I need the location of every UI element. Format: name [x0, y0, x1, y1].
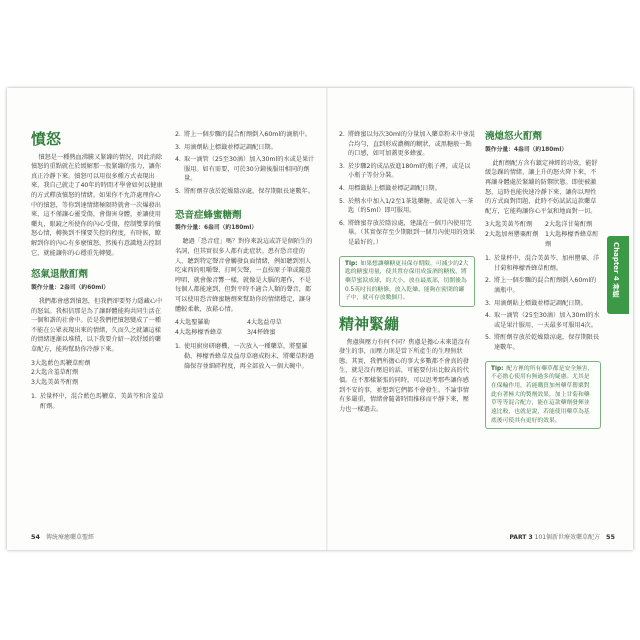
- tip-text: 如果想讓藥糖更具保存期限，可減少約2大匙的糖蜜用量，使其置存保用成蛋酒的糖板，將藥草蜜淚成球，約大小，放在最底部，切開後為0.5英吋長的糖條，放入乾燥、能夠在密閉的罐子中，就可存放數個月。: [345, 260, 469, 302]
- recipe-yield: 製作分量：4盎司（約180ml）: [485, 146, 568, 153]
- left-column-2: [175, 130, 315, 374]
- ingredient-item: 4大匙檸檬香蜂草: [175, 328, 223, 336]
- step-item: 1. 於量杯中，混合藍色馬鞭草、美黃芩和含羞草酊劑。: [31, 393, 164, 410]
- ingredient-item: 3大匙美黃芩酊劑: [485, 221, 533, 229]
- chapter-tab: [607, 236, 629, 314]
- tip-box: [485, 361, 601, 430]
- left-column-1: [31, 130, 167, 415]
- page-number: 54: [31, 533, 41, 541]
- right-column-2: [485, 130, 601, 433]
- recipe-description: 我們都會感到憤怒，但我們卻要努力隱藏心中的怒氣。我相信那是為了讓群體能夠共同生活在一個和諧的社會中。於是我們把憤怒變成了一種不能在公眾表現出來的情緒，久而久之就讓這樣的情緒逐漸以堆積，以下我要介紹一款舒緩的藥草配方，能夠幫助你冷靜下來。: [31, 297, 163, 353]
- chapter-tab-label: Chapter 4 神經: [612, 242, 620, 298]
- step-item: 5. 將酊劑存放於乾燥陰涼處，保存期限長達數年。: [175, 188, 314, 196]
- recipe-description: 聽過「恐音症」嗎？對你來說這或許是個陌生的名詞，但其實很多人都有此症狀。患有恐音症的人，聽到特定聲音會觸發負面情緒，例如聽到別人吃東西的咀嚼聲、打呵欠聲，一直按原子筆或隨意哼唱，就會像音響一樣，就像是大腦的運作，不是每個人都能達到，但對平時不適合人類的聲音，都可以使用恐音蜂蜜糖劑來幫助你的情緒穩定，讓身體較柔軟，放鬆心情。: [175, 238, 313, 313]
- ingredient-item: 3大匙藍色馬鞭草酊劑: [31, 359, 91, 367]
- step-item: 4. 取一滴管（25至30滴）加入30ml的水或是果汁服用。如有需要，可於30分鐘後服用相同的劑量。: [175, 156, 315, 183]
- step-item: 1. 於量杯中，混合美黃芩、加州罌粟、洋甘菊和檸檬香蜂草酊劑。: [485, 255, 600, 272]
- step-list: [175, 130, 315, 197]
- step-item: 2. 將蜂蜜以每次30ml的分量加入藥草粉末中並混合均勻，直到形成濃稠的糊狀，或黑糖般一點的口感，如可加蓋更多蜂蜜。: [339, 131, 475, 158]
- recipe-yield: 製作分量：6盎司（約180ml）: [175, 225, 258, 232]
- recipe-title: 怒氣退散酊劑: [31, 269, 89, 281]
- step-item: 3. 用滴劑貼上標籤並標記調配日期。: [485, 299, 587, 307]
- left-page-footer: [31, 532, 94, 541]
- ingredient-item: 3/4杯蜂蜜: [247, 328, 276, 336]
- section-body: 焦慮與壓力有何不同？焦慮是擔心未來還沒有發生的事，而壓力則是當下所產生的生理無狀態。其實，我們所擔心的事大多數都不會真的發生，就是沒有壓迫的話，可能要付出比較高的代價。在不那樣緊張的同時，可以思考那些讓你感到不安的事，並想到它們都不會發生。不論事情有多嚴重，情緒會隨著時間推移而平靜下來，壓力也一樣過去。: [339, 338, 471, 413]
- ingredient-list: [485, 220, 601, 249]
- tip-box: [339, 256, 475, 307]
- step-item: 3. 於步驟2的成品放進180ml的瓶子裡，或是以小瓶子等份分裝。: [339, 162, 471, 180]
- ingredient-list: [175, 318, 315, 337]
- ingredient-item: 3大匙美黃芩酊劑: [31, 378, 79, 386]
- step-item: 4. 用標籤貼上標籤並標記調配日期。: [339, 185, 441, 193]
- step-item: 2. 將上一個步驟的混合酊劑倒入60ml的滴瓶中。: [485, 277, 597, 295]
- ingredient-item: 2大匙洋甘菊酊劑: [545, 221, 593, 229]
- step-item: 5. 將酊劑存放於乾燥陰涼處，保存期限長達數年。: [485, 334, 600, 352]
- part-label: PART 3: [509, 534, 533, 541]
- tip-text: 配方裡的所有藥草都是安全無害，不必擔心使用有無過多的疑慮。尤其是在保輸作用，若能購買加州藥草罌粟對此有著極大的製劑效果，加上甘菊和藥草等等混合配方，能在這款藥劑發揮並遠比較，也就是說，若能使用藥草為基底後可使其有更好的效果。: [491, 365, 594, 424]
- step-list: [339, 130, 475, 248]
- ingredient-item: 4大匙聖羅勒: [175, 319, 210, 327]
- right-column-1: [339, 130, 475, 419]
- section-title-tension: 精神緊繃: [339, 315, 400, 334]
- ingredient-item: 2大匙加州罌粟酊劑: [485, 230, 539, 238]
- tip-label: Tip:: [491, 365, 504, 372]
- right-page-footer: [509, 532, 615, 541]
- book-title: 傳統療癒藥草聖經: [45, 534, 94, 541]
- step-item: 3. 用滴劑貼上標籤並標記調配日期。: [175, 143, 277, 151]
- step-item: 4. 取一滴管（25至30滴）加入30ml的水或是果汁服用，一天最多可服用4次。: [485, 312, 600, 329]
- book-spread: [7, 88, 633, 550]
- step-list: [485, 254, 601, 352]
- ingredient-item: 1大匙檸檬香蜂草酊劑: [545, 230, 599, 248]
- book-gutter: [326, 88, 328, 550]
- ingredient-list: [31, 359, 167, 388]
- step-item: 2. 將上一個步驟的混合酊劑倒入60ml的滴瓶中。: [175, 131, 311, 138]
- section-title-anger: 憤怒: [31, 130, 62, 148]
- step-item: 5. 於熱水中加入1/2至1茶匙藥糖，或是加入一茶匙（約5ml）即可服用。: [339, 197, 474, 215]
- step-list: [175, 342, 315, 371]
- tip-label: Tip:: [345, 260, 358, 267]
- step-list: [31, 392, 167, 411]
- book-subtitle: 101個新世療效藥草配方: [534, 534, 601, 541]
- recipe-title: 澆熄怒火酊劑: [485, 131, 543, 142]
- section-intro: 憤怒是一種熱血沸騰又緊繃的情況，因此消除憤怒的重點就在於緩解那一股緊繃的張力，讓你真正冷靜下來。憤怒可以用很多種方式表現出來，我自己就走了40年的時間才學會如何以健康的方式釋放憤怒的情緒。如果你不允許處理你心中的憤怒，等你到達情緒極限時就會一次爆發出來，這不僅讓心靈受傷，會傷害身體，並讓使用藥丸，眼鏡之所使你的內心受傷，控制雙掌的憤怒心情，轉換到不懂要失控的程度，有時候，瞭解到你的內心有多麼憤怒，然後有意識地去控制它，就能讓你的心穩重先轉變。: [31, 153, 163, 257]
- step-item: 1. 使用廚房研磨機，一次放入一種藥草，將聖羅勒、檸檬香蜂草及益母草磨成粉末，將藥草粉過篩保存並細碎程度，再全部放入一個大碗中。: [175, 343, 314, 370]
- recipe-description: 此酊劑配方含有鎮定神經的功效，能舒緩急躁的情緒，讓上升的怒火降下來，不再讓身體處於緊繃的防禦狀態。即使被激怒，這時也能快速冷靜下來，讓你以理性的方式面對問題，此時不妨試試這款藥草配方，它能夠讓你心平氣和地面對一切。: [485, 159, 598, 215]
- recipe-title: 恐音症蜂蜜糖劑: [175, 209, 242, 221]
- ingredient-item: 2大匙含羞草酊劑: [31, 369, 79, 377]
- page-number: 55: [605, 533, 615, 541]
- ingredient-item: 4大匙益母草: [247, 319, 282, 327]
- step-item: 6. 將蜂蜜存放於陰涼處，建議在一個月內使用完畢。（其實保存至少期限到一個月內使用的效果是最好的。）: [339, 219, 475, 247]
- recipe-yield: 製作分量：2盎司（約60ml）: [31, 284, 110, 291]
